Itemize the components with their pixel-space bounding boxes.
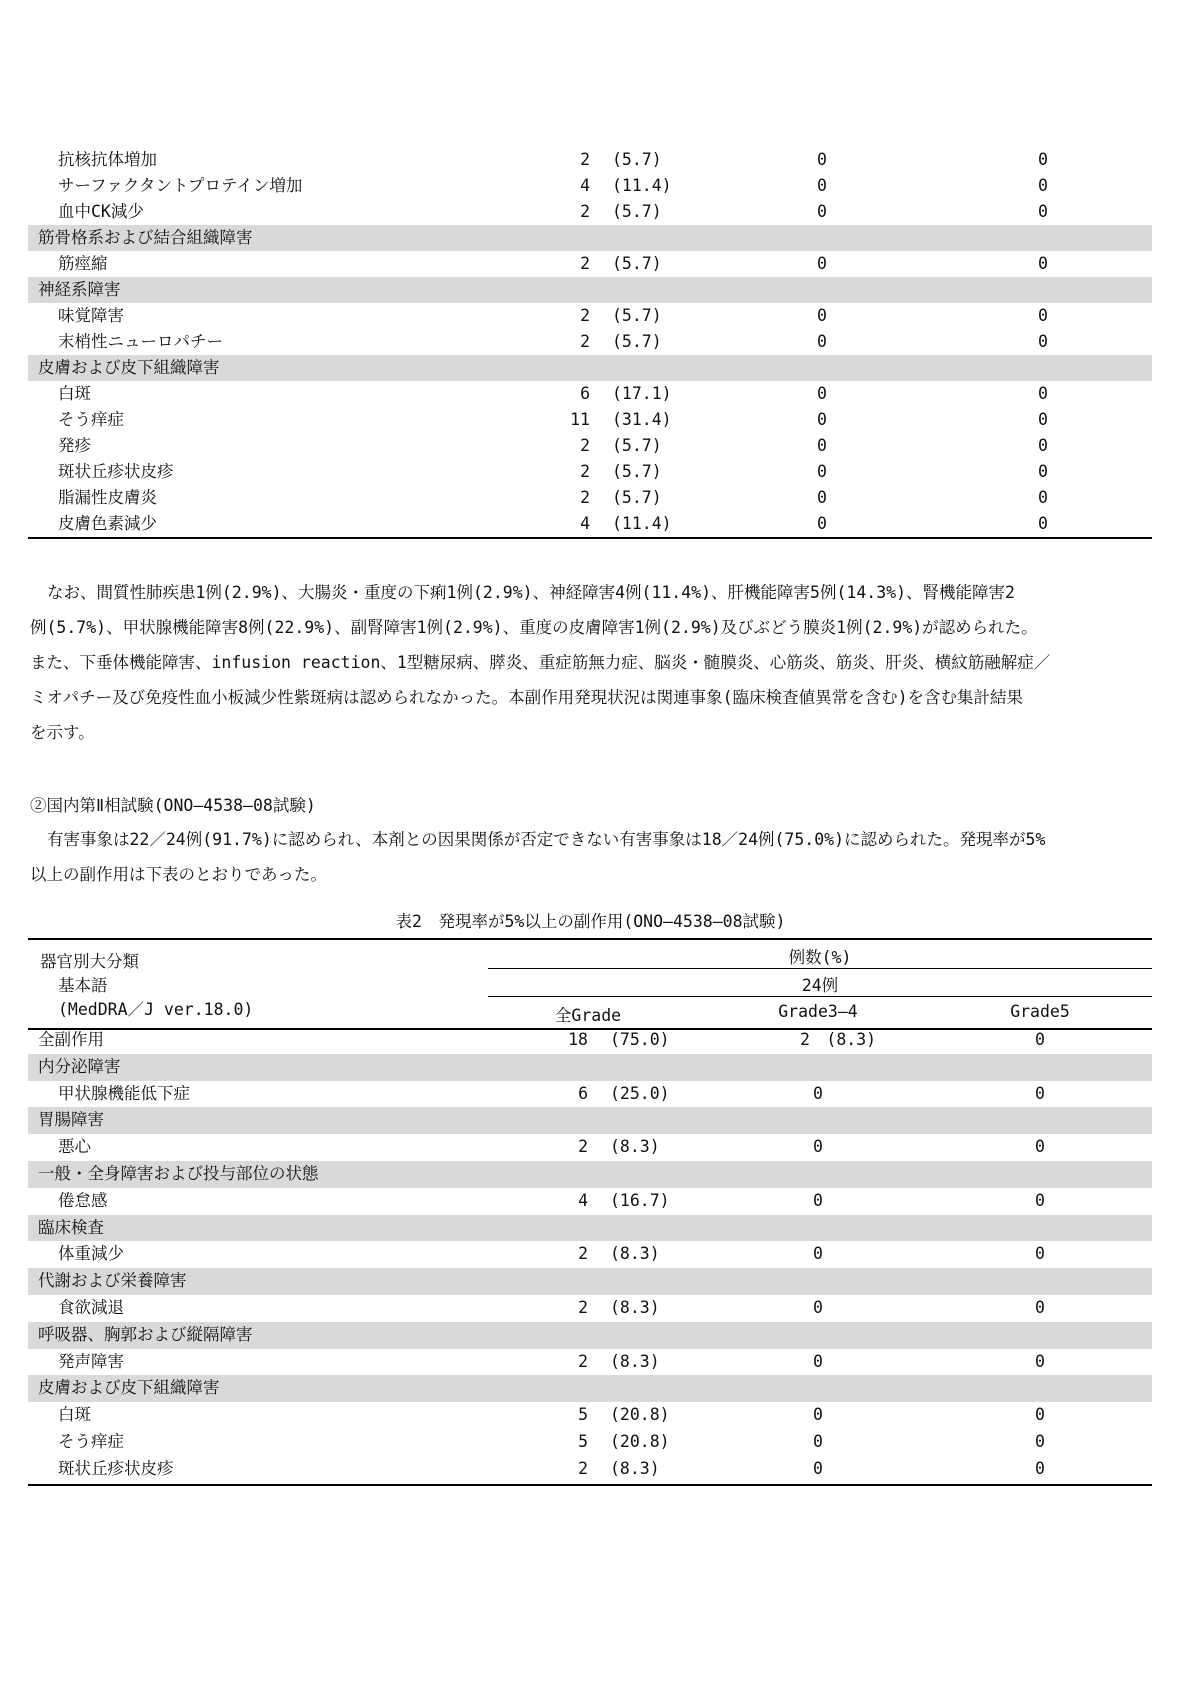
header-divider: [488, 996, 1152, 997]
percent-all-grade: (17.1): [612, 384, 672, 403]
term-name: 味覚障害: [58, 306, 124, 325]
category-name: 筋骨格系および結合組織障害: [38, 228, 253, 247]
table-row: [28, 147, 1152, 173]
count-all-grade: 2: [580, 462, 590, 481]
table-row: [28, 407, 1152, 433]
count-grade34: 0: [817, 332, 827, 351]
table-row: [28, 1134, 1152, 1161]
count-grade5: 0: [1038, 254, 1048, 273]
count-grade5: 0: [1038, 176, 1048, 195]
table-row: [28, 251, 1152, 277]
category-name: 代謝および栄養障害: [38, 1271, 187, 1291]
count-all-grade: 2: [578, 1137, 588, 1157]
table-row: [28, 173, 1152, 199]
table-row: [28, 459, 1152, 485]
table-row: [28, 1429, 1152, 1456]
term-name: 斑状丘疹状皮疹: [58, 1458, 174, 1478]
percent-all-grade: (75.0): [610, 1030, 670, 1049]
percent-all-grade: (8.3): [610, 1244, 660, 1264]
count-all-grade: 2: [578, 1351, 588, 1371]
category-row: [28, 1054, 1152, 1081]
count-grade5: 0: [1038, 514, 1048, 533]
term-name: 抗核抗体増加: [58, 150, 157, 169]
percent-all-grade: (8.3): [610, 1297, 660, 1317]
category-name: 胃腸障害: [38, 1110, 104, 1130]
count-grade34: 0: [813, 1137, 823, 1157]
table-row: [28, 485, 1152, 511]
category-row: [28, 1107, 1152, 1134]
count-all-grade: 4: [580, 176, 590, 195]
header-term: 基本語: [58, 976, 108, 995]
count-grade5: 0: [1038, 410, 1048, 429]
count-all-grade: 4: [578, 1190, 588, 1210]
count-grade5: 0: [1035, 1458, 1045, 1478]
percent-all-grade: (5.7): [612, 332, 662, 351]
count-grade5: 0: [1035, 1351, 1045, 1371]
count-all-grade: 2: [580, 488, 590, 507]
note-line: を示す。: [30, 723, 95, 742]
category-row: [28, 1375, 1152, 1402]
percent-all-grade: (25.0): [610, 1083, 670, 1103]
category-name: 内分泌障害: [38, 1056, 121, 1076]
table2-bottom-rule: [28, 1484, 1152, 1486]
percent-all-grade: (5.7): [612, 436, 662, 455]
count-all-grade: 2: [578, 1244, 588, 1264]
percent-all-grade: (11.4): [612, 176, 672, 195]
header-category: 器官別大分類: [40, 952, 139, 971]
count-grade5: 0: [1035, 1244, 1045, 1264]
count-grade34: 0: [813, 1083, 823, 1103]
count-grade5: 0: [1035, 1137, 1045, 1157]
count-all-grade: 11: [570, 410, 590, 429]
count-all-grade: 6: [578, 1083, 588, 1103]
percent-all-grade: (5.7): [612, 150, 662, 169]
term-name: 脂漏性皮膚炎: [58, 488, 157, 507]
percent-all-grade: (8.3): [610, 1137, 660, 1157]
table-row: [28, 303, 1152, 329]
term-name: 筋痙縮: [58, 254, 108, 273]
header-meddra: (MedDRA／J ver.18.0): [58, 1000, 254, 1019]
count-grade5: 0: [1035, 1083, 1045, 1103]
category-row: [28, 277, 1152, 303]
category-name: 皮膚および皮下組織障害: [38, 358, 220, 377]
term-name: 白斑: [58, 1405, 91, 1425]
term-name: 末梢性ニューロパチー: [58, 332, 223, 351]
category-name: 一般・全身障害および投与部位の状態: [38, 1163, 319, 1183]
term-name: 体重減少: [58, 1244, 124, 1264]
header-count: 24例: [801, 976, 839, 995]
count-all-grade: 5: [578, 1431, 588, 1451]
count-grade34: 2 (8.3): [800, 1030, 877, 1049]
table-row: [28, 1027, 1152, 1054]
table-row: [28, 381, 1152, 407]
adverse-reaction-table-1: [28, 147, 1152, 537]
count-grade5: 0: [1035, 1431, 1045, 1451]
count-all-grade: 2: [580, 254, 590, 273]
note-line: なお、間質性肺疾患1例(2.9%)、大腸炎・重度の下痢1例(2.9%)、神経障害4例(11.4%)、肝機能障害5例(14.3%)、腎機能障害2: [47, 583, 1015, 602]
note-line: また、下垂体機能障害、infusion reaction、1型糖尿病、膵炎、重症筋無力症、脳炎・髄膜炎、心筋炎、筋炎、肝炎、横紋筋融解症／: [30, 653, 1051, 672]
section-line: 以上の副作用は下表のとおりであった。: [30, 865, 327, 884]
percent-all-grade: (8.3): [610, 1351, 660, 1371]
count-grade34: 0: [817, 150, 827, 169]
table1-bottom-rule: [28, 537, 1152, 539]
count-grade34: 0: [817, 384, 827, 403]
count-all-grade: 2: [580, 306, 590, 325]
count-all-grade: 2: [578, 1458, 588, 1478]
note-paragraph: [30, 575, 1154, 750]
header-grade5: Grade5: [1010, 1002, 1070, 1021]
count-all-grade: 18: [568, 1030, 588, 1049]
adverse-reaction-table-2: [28, 1027, 1152, 1483]
note-line: ミオパチー及び免疫性血小板減少性紫斑病は認められなかった。本副作用発現状況は関連事象(臨床検査値異常を含む)を含む集計結果: [30, 688, 1024, 707]
count-grade34: 0: [817, 488, 827, 507]
section-line: 有害事象は22／24例(91.7%)に認められ、本剤との因果関係が否定できない有害事象は18／24例(75.0%)に認められた。発現率が5%: [47, 830, 1046, 849]
count-grade5: 0: [1038, 332, 1048, 351]
count-grade34: 0: [817, 306, 827, 325]
count-grade5: 0: [1035, 1030, 1045, 1049]
term-name: 全副作用: [38, 1030, 104, 1049]
category-name: 皮膚および皮下組織障害: [38, 1378, 220, 1398]
table-row: [28, 1295, 1152, 1322]
category-row: [28, 1322, 1152, 1349]
note-line: 例(5.7%)、甲状腺機能障害8例(22.9%)、副腎障害1例(2.9%)、重度の皮膚障害1例(2.9%)及びぶどう膜炎1例(2.9%)が認められた。: [30, 618, 1038, 637]
count-all-grade: 2: [580, 202, 590, 221]
category-row: [28, 1161, 1152, 1188]
category-row: [28, 355, 1152, 381]
term-name: 悪心: [58, 1137, 91, 1157]
table-row: [28, 511, 1152, 537]
category-name: 臨床検査: [38, 1217, 104, 1237]
term-name: 血中CK減少: [58, 202, 144, 221]
table-row: [28, 1456, 1152, 1483]
count-grade34: 0: [813, 1405, 823, 1425]
category-name: 神経系障害: [38, 280, 121, 299]
table-row: [28, 433, 1152, 459]
percent-all-grade: (20.8): [610, 1405, 670, 1425]
count-all-grade: 2: [580, 150, 590, 169]
percent-all-grade: (5.7): [612, 306, 662, 325]
count-grade34: 0: [817, 202, 827, 221]
percent-all-grade: (8.3): [610, 1458, 660, 1478]
term-name: 食欲減退: [58, 1297, 124, 1317]
category-row: [28, 1268, 1152, 1295]
percent-all-grade: (5.7): [612, 254, 662, 273]
count-grade34: 0: [813, 1351, 823, 1371]
count-grade34: 0: [817, 254, 827, 273]
percent-all-grade: (5.7): [612, 488, 662, 507]
percent-all-grade: (16.7): [610, 1190, 670, 1210]
count-grade5: 0: [1038, 202, 1048, 221]
count-grade5: 0: [1035, 1297, 1045, 1317]
percent-all-grade: (5.7): [612, 202, 662, 221]
count-all-grade: 2: [580, 436, 590, 455]
table2-caption: 表2 発現率が5%以上の副作用(ONO―4538―08試験): [395, 912, 786, 931]
table-row: [28, 1349, 1152, 1376]
term-name: 斑状丘疹状皮疹: [58, 462, 174, 481]
count-grade34: 0: [813, 1458, 823, 1478]
count-all-grade: 2: [580, 332, 590, 351]
header-divider: [488, 968, 1152, 969]
term-name: サーファクタントプロテイン増加: [58, 176, 303, 195]
header-group: 例数(%): [788, 948, 852, 967]
count-grade34: 0: [817, 462, 827, 481]
term-name: 発声障害: [58, 1351, 124, 1371]
count-grade34: 0: [813, 1190, 823, 1210]
term-name: そう痒症: [58, 1431, 124, 1451]
count-grade5: 0: [1038, 384, 1048, 403]
count-all-grade: 4: [580, 514, 590, 533]
count-grade5: 0: [1035, 1405, 1045, 1425]
count-grade34: 0: [817, 176, 827, 195]
term-name: 白斑: [58, 384, 91, 403]
table-row: [28, 1402, 1152, 1429]
table-row: [28, 1188, 1152, 1215]
count-grade34: 0: [813, 1244, 823, 1264]
category-name: 呼吸器、胸郭および縦隔障害: [38, 1324, 253, 1344]
section-heading: ②国内第Ⅱ相試験(ONO―4538―08試験): [30, 796, 316, 815]
percent-all-grade: (31.4): [612, 410, 672, 429]
percent-all-grade: (11.4): [612, 514, 672, 533]
count-all-grade: 2: [578, 1297, 588, 1317]
table2-header: [28, 938, 1152, 1030]
count-grade5: 0: [1038, 306, 1048, 325]
header-all-grade: 全Grade: [554, 1006, 622, 1025]
term-name: 倦怠感: [58, 1190, 108, 1210]
table-row: [28, 329, 1152, 355]
count-grade34: 0: [817, 410, 827, 429]
count-grade5: 0: [1038, 150, 1048, 169]
count-grade5: 0: [1038, 488, 1048, 507]
count-grade34: 0: [813, 1431, 823, 1451]
term-name: 甲状腺機能低下症: [58, 1083, 190, 1103]
count-grade34: 0: [817, 514, 827, 533]
table-row: [28, 199, 1152, 225]
count-all-grade: 5: [578, 1405, 588, 1425]
term-name: 発疹: [58, 436, 91, 455]
count-grade5: 0: [1035, 1190, 1045, 1210]
table-row: [28, 1081, 1152, 1108]
table-row: [28, 1241, 1152, 1268]
header-grade34: Grade3―4: [778, 1002, 858, 1021]
count-grade5: 0: [1038, 436, 1048, 455]
category-row: [28, 225, 1152, 251]
count-grade34: 0: [813, 1297, 823, 1317]
category-row: [28, 1215, 1152, 1242]
count-grade34: 0: [817, 436, 827, 455]
count-grade5: 0: [1038, 462, 1048, 481]
term-name: 皮膚色素減少: [58, 514, 157, 533]
percent-all-grade: (20.8): [610, 1431, 670, 1451]
term-name: そう痒症: [58, 410, 124, 429]
percent-all-grade: (5.7): [612, 462, 662, 481]
section-paragraph: [30, 822, 1154, 892]
count-all-grade: 6: [580, 384, 590, 403]
